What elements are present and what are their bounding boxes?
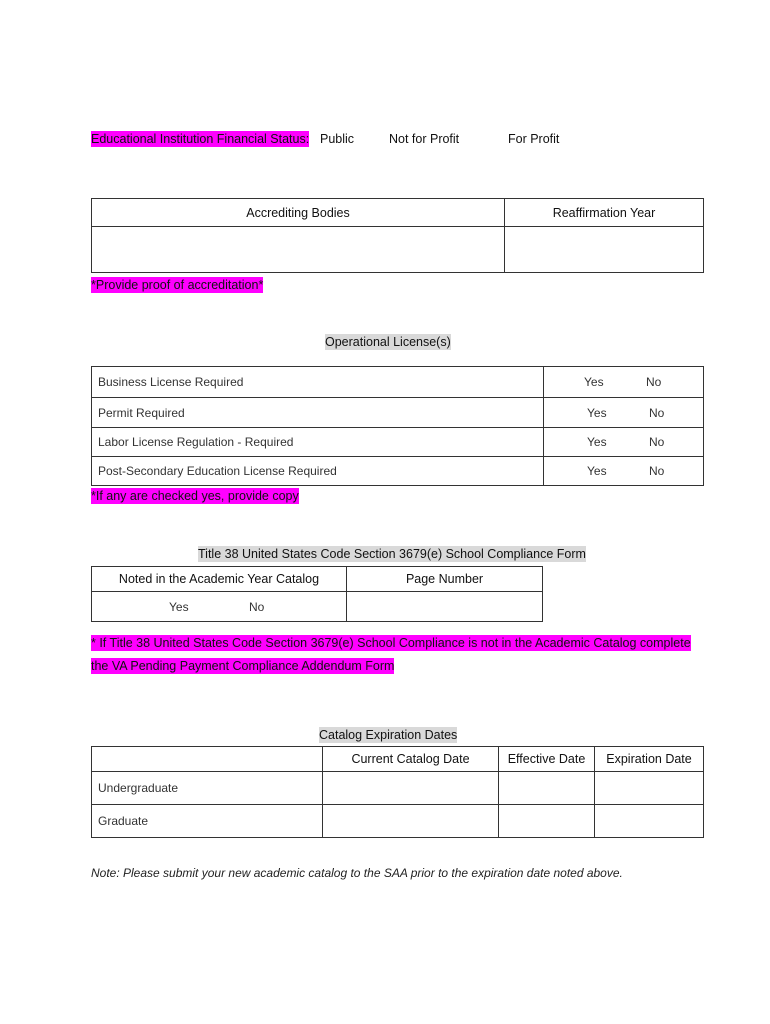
catalog-row-label: Graduate [92, 805, 323, 838]
operational-licenses-title: Operational License(s) [325, 335, 451, 349]
accrediting-bodies-input-cell[interactable] [92, 227, 505, 273]
license-no-option[interactable]: No [649, 435, 665, 449]
license-yes-option[interactable]: Yes [587, 435, 607, 449]
financial-status-option-public[interactable]: Public [320, 132, 355, 146]
license-yes-option[interactable]: Yes [587, 464, 607, 478]
accreditation-proof-note: *Provide proof of accreditation* [91, 278, 264, 292]
noted-in-catalog-header: Noted in the Academic Year Catalog [92, 567, 347, 592]
current-catalog-date-cell[interactable] [323, 805, 499, 838]
license-row [92, 367, 704, 398]
expiration-date-cell[interactable] [595, 805, 704, 838]
catalog-yes-option[interactable]: Yes [169, 599, 189, 614]
license-row-label: Business License Required [92, 367, 544, 398]
catalog-no-option[interactable]: No [249, 599, 265, 614]
effective-date-cell[interactable] [499, 772, 595, 805]
license-row-yes-no [544, 367, 704, 398]
license-row [92, 428, 704, 457]
noted-in-catalog-yes-no [92, 592, 347, 622]
page-number-input-cell[interactable] [347, 592, 543, 622]
expiration-date-header: Expiration Date [595, 747, 704, 772]
effective-date-cell[interactable] [499, 805, 595, 838]
license-yes-option[interactable]: Yes [584, 375, 604, 389]
financial-status-option-not-for-profit[interactable]: Not for Profit [389, 132, 460, 146]
effective-date-header: Effective Date [499, 747, 595, 772]
license-row-label: Permit Required [92, 398, 544, 428]
license-row-label: Post-Secondary Education License Required [92, 457, 544, 486]
accrediting-bodies-header: Accrediting Bodies [92, 199, 505, 227]
license-copy-note: *If any are checked yes, provide copy [91, 489, 299, 503]
title38-note-line2: the VA Pending Payment Compliance Addendum Form [91, 659, 395, 673]
title38-title: Title 38 United States Code Section 3679(e) School Compliance Form [198, 547, 586, 561]
catalog-row [92, 805, 704, 838]
license-row-yes-no [544, 398, 704, 428]
license-row-yes-no [544, 428, 704, 457]
current-catalog-date-cell[interactable] [323, 772, 499, 805]
license-row [92, 457, 704, 486]
catalog-expiration-table [91, 746, 704, 838]
current-catalog-date-header: Current Catalog Date [323, 747, 499, 772]
reaffirmation-year-input-cell[interactable] [505, 227, 704, 273]
accreditation-table [91, 198, 704, 273]
catalog-submission-note: Note: Please submit your new academic catalog to the SAA prior to the expiration date noted above. [91, 866, 623, 880]
license-row-yes-no [544, 457, 704, 486]
catalog-expiration-title: Catalog Expiration Dates [319, 728, 458, 742]
catalog-row [92, 772, 704, 805]
page-number-header: Page Number [347, 567, 543, 592]
license-row [92, 398, 704, 428]
operational-licenses-table [91, 366, 704, 486]
title38-table [91, 566, 543, 622]
license-yes-option[interactable]: Yes [587, 405, 607, 420]
expiration-date-cell[interactable] [595, 772, 704, 805]
license-no-option[interactable]: No [649, 405, 665, 420]
catalog-header-blank [92, 747, 323, 772]
license-no-option[interactable]: No [649, 464, 665, 478]
license-no-option[interactable]: No [646, 375, 662, 389]
title38-note-line1: * If Title 38 United States Code Section 3679(e) School Compliance is not in the Academic Catalog complete [91, 636, 691, 650]
financial-status-label: Educational Institution Financial Status: [91, 132, 310, 146]
catalog-row-label: Undergraduate [92, 772, 323, 805]
license-row-label: Labor License Regulation - Required [92, 428, 544, 457]
reaffirmation-year-header: Reaffirmation Year [505, 199, 704, 227]
financial-status-option-for-profit[interactable]: For Profit [508, 132, 560, 146]
